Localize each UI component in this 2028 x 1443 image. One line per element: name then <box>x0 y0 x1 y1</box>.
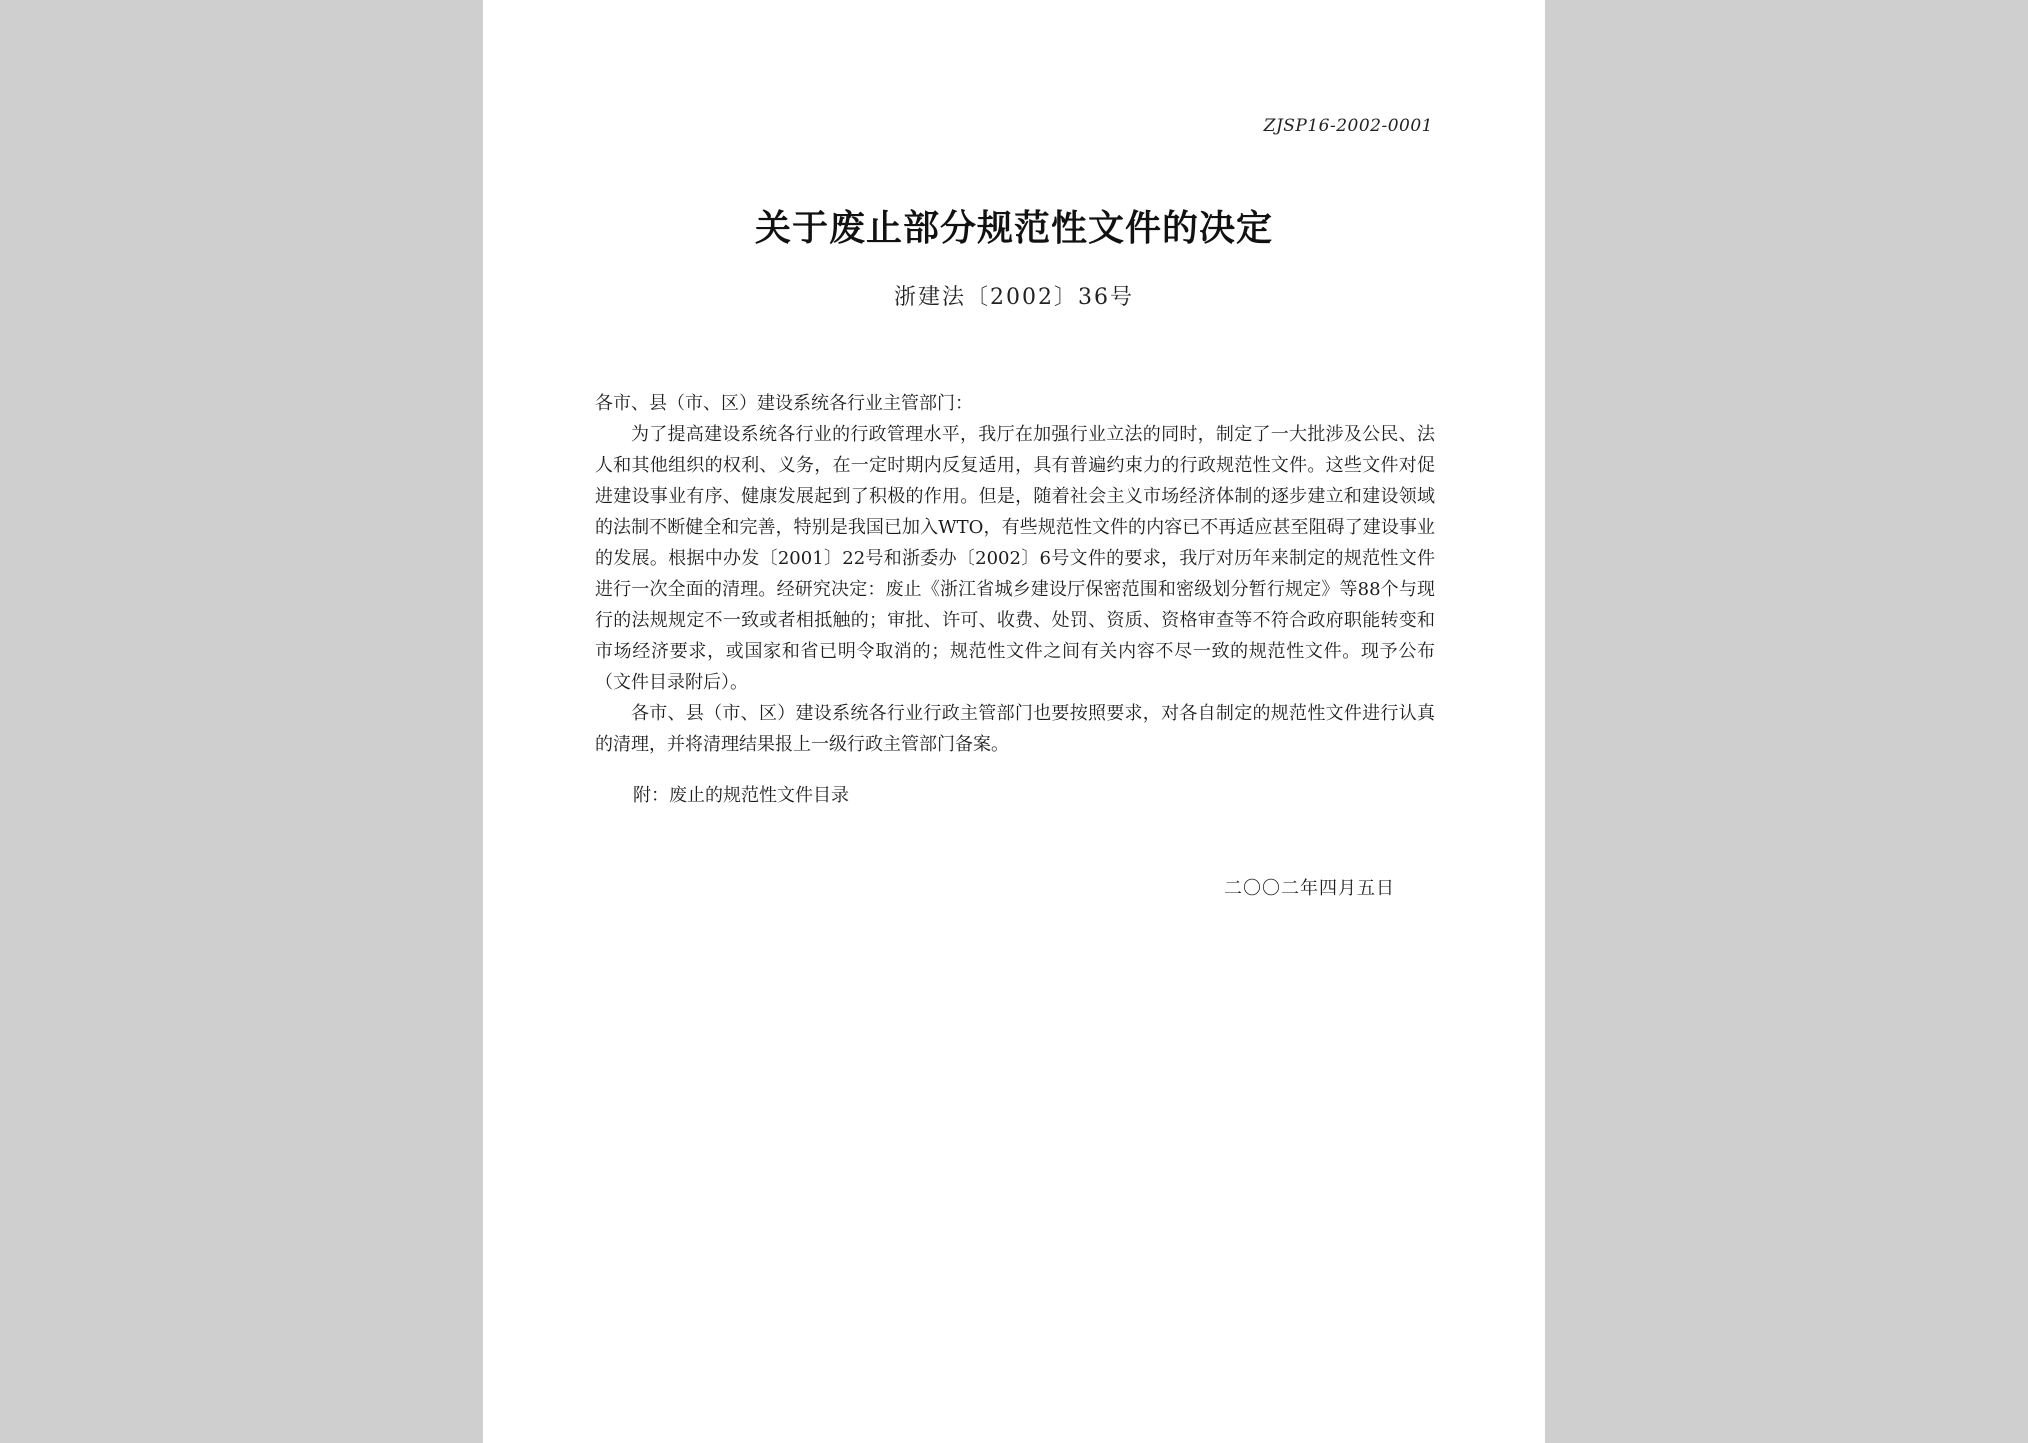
document-number: 浙建法〔2002〕36号 <box>894 285 1134 310</box>
body-paragraph-1: 为了提高建设系统各行业的行政管理水平，我厅在加强行业立法的同时，制定了一大批涉及公民、法人和其他组织的权利、义务，在一定时期内反复适用，具有普遍约束力的行政规范性文件。这些文件对促进建设事业有序、健康发展起到了积极的作用。但是，随着社会主义市场经济体制的逐步建立和建设领域的法制不断健全和完善，特别是我国已加入WTO，有些规范性文件的内容已不再适应甚至阻碍了建设事业的发展。根据中办发〔2001〕22号和浙委办〔2002〕6号文件的要求，我厅对历年来制定的规范性文件进行一次全面的清理。经研究决定：废止《浙江省城乡建设厅保密范围和密级划分暂行规定》等88个与现行的法规规定不一致或者相抵触的；审批、许可、收费、处罚、资质、资格审查等不符合政府职能转变和市场经济要求，或国家和省已明令取消的；规范性文件之间有关内容不尽一致的规范性文件。现予公布（文件目录附后）。 <box>595 424 1435 693</box>
salutation: 各市、县（市、区）建设系统各行业主管部门： <box>595 393 973 414</box>
document-title: 关于废止部分规范性文件的决定 <box>754 207 1273 249</box>
document-code: ZJSP16-2002-0001 <box>1263 116 1433 136</box>
document-page <box>483 0 1545 1443</box>
issue-date: 二〇〇二年四月五日 <box>1224 878 1395 899</box>
body-paragraph-2: 各市、县（市、区）建设系统各行业行政主管部门也要按照要求，对各自制定的规范性文件进行认真的清理，并将清理结果报上一级行政主管部门备案。 <box>595 703 1435 755</box>
document-body <box>595 388 1435 760</box>
attachment-note: 附：废止的规范性文件目录 <box>633 785 849 806</box>
